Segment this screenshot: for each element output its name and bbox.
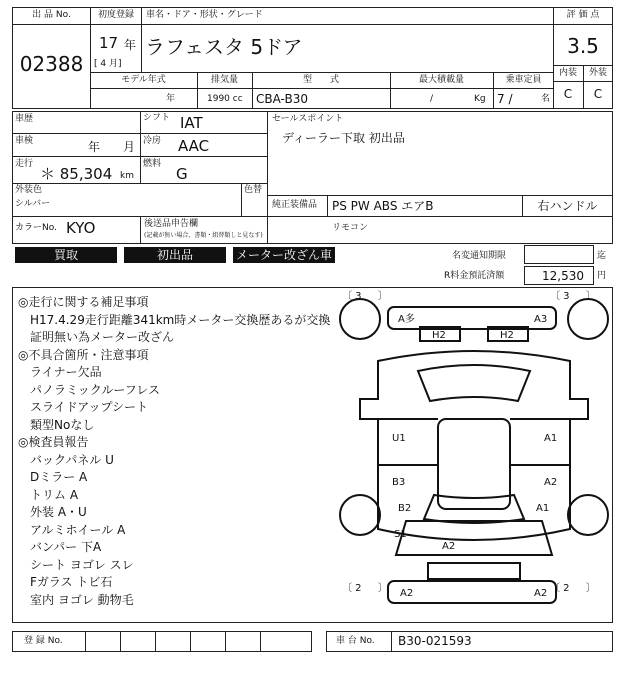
remark-line: アルミホイール A [18, 522, 126, 537]
mark-left-quarter: B3 [392, 477, 406, 488]
registration-year: 17 [99, 34, 119, 52]
vehicle-name: ラフェスタ 5ドア [145, 35, 303, 59]
max-load-unit: Kg [474, 94, 486, 104]
mileage-label: 走行 [15, 159, 34, 169]
remark-line: Fガラス トビ石 [18, 575, 113, 589]
chassis-number-value: B30-021593 [398, 634, 472, 648]
remarks-list [18, 294, 330, 609]
remark-line: パノラミックルーフレス [18, 382, 160, 397]
equipment-value: PS PW ABS エアB [332, 199, 434, 213]
first-registration-label: 初度登録 [97, 10, 134, 20]
steering-side: 右ハンドル [537, 199, 598, 213]
front-grill-shape [428, 563, 520, 579]
remark-line: 証明無い為メーター改ざん [18, 330, 175, 344]
remark-line: トリム A [18, 487, 79, 502]
model-year-unit: 年 [166, 94, 176, 104]
vehicle-name-label: 車名・ドア・形状・グレード [146, 10, 263, 20]
exterior-label: 外装 [588, 68, 607, 78]
mark-right-rear-door: A1 [544, 433, 558, 444]
remark-line: ◎不具合箇所・注意事項 [18, 347, 149, 362]
rear-right-corner-label: 〔 3 〕 [550, 291, 596, 302]
fuel-value: G [176, 165, 188, 183]
color-change-label: 色替 [244, 185, 263, 195]
inspection-month: 月 [123, 140, 136, 154]
displacement-value: 1990 cc [207, 94, 243, 104]
color-number-value: KYO [66, 219, 96, 237]
mileage-unit: km [120, 171, 134, 181]
registration-month: [ 4 月] [94, 59, 122, 69]
mileage-value: ＊ 85,304 [40, 165, 113, 183]
displacement-label: 排気量 [210, 75, 238, 85]
front-wheel-right-shape [568, 495, 608, 535]
roof-shape [438, 419, 510, 509]
mark-rear-bumper-left: A多 [398, 314, 415, 325]
aftermarket-note: (記載が無い場合、書類・組替類しと見なす) [144, 232, 263, 239]
inspection-year: 年 [88, 140, 101, 154]
tag-first-listing: 初出品 [124, 247, 226, 263]
shift-label: シフト [143, 113, 171, 123]
sales-point-label: セールスポイント [272, 114, 344, 124]
capacity-label: 乗車定員 [505, 75, 542, 85]
remark-line: 外装 A・U [18, 505, 87, 519]
rating-value: 3.5 [567, 34, 599, 58]
recycle-fee-label: R料金預託済額 [444, 271, 505, 281]
front-left-corner-label: 〔 2 〕 [342, 583, 388, 594]
registration-year-unit: 年 [124, 38, 137, 52]
remote-value: リモコン [332, 223, 369, 233]
model-type-label: 型 式 [302, 75, 339, 85]
mark-right-door: A2 [544, 477, 558, 488]
mark-front-bumper-right: A2 [534, 588, 548, 599]
car-outline [338, 289, 610, 619]
mark-front-bumper-left: A2 [400, 588, 414, 599]
recycle-fee-value: 12,530 [542, 269, 584, 283]
chassis-number-label: 車 台 No. [336, 636, 375, 646]
max-load-label: 最大積載量 [418, 75, 464, 85]
remark-line: ◎検査員報告 [18, 435, 89, 449]
color-label: 外装色 [15, 185, 43, 195]
lot-label: 出 品 No. [32, 10, 71, 20]
capacity-unit: 名 [541, 94, 551, 104]
remark-line: 室内 ヨゴレ 動物毛 [18, 592, 134, 607]
rear-left-corner-label: 〔 3 〕 [342, 291, 388, 302]
mark-left-front-door: B2 [398, 503, 412, 514]
body-shape [360, 351, 588, 540]
fuel-label: 燃料 [143, 159, 162, 169]
interior-grade: C [563, 87, 573, 101]
ac-label: 冷房 [143, 136, 162, 146]
mark-tail-right: H2 [500, 330, 514, 341]
model-type-value: CBA-B30 [256, 92, 308, 106]
mark-tail-left: H2 [432, 330, 446, 341]
mark-rear-bumper-right: A3 [534, 314, 548, 325]
rear-wheel-left-shape [340, 299, 380, 339]
aftermarket-label: 後送品申告欄 [144, 219, 199, 229]
remark-line: ◎走行に関する補足事項 [18, 295, 149, 309]
rear-window-shape [418, 365, 530, 401]
front-right-corner-label: 〔 2 〕 [550, 583, 596, 594]
recycle-fee-unit: 円 [597, 271, 607, 281]
front-wheel-left-shape [340, 495, 380, 535]
lot-number: 02388 [19, 52, 84, 76]
mark-left-rear-door: U1 [392, 433, 406, 444]
remark-line: Dミラー A [18, 470, 88, 484]
remark-line: ライナー欠品 [18, 365, 102, 379]
remark-line: スライドアップシート [18, 400, 148, 414]
name-change-unit: 迄 [597, 251, 607, 261]
interior-label: 内装 [558, 68, 577, 78]
remark-line: バンパー 下A [18, 540, 102, 554]
color-number-label: カラーNo. [15, 223, 57, 233]
rear-wheel-right-shape [568, 299, 608, 339]
shift-value: IAT [180, 114, 203, 132]
mark-left-fender: S1 [394, 529, 407, 540]
registration-number-label: 登 録 No. [24, 636, 63, 646]
tag-buyout: 買取 [15, 247, 117, 263]
capacity-value: 7 / [497, 92, 513, 106]
remark-line: バックパネル U [18, 452, 114, 467]
remark-line: H17.4.29走行距離341km時メーター交換歴あるが交換 [18, 312, 331, 327]
rating-label: 評 価 点 [566, 10, 600, 20]
exterior-grade: C [593, 87, 603, 101]
max-load-value: / [430, 94, 434, 104]
model-year-label: モデル年式 [121, 75, 166, 85]
ac-value: AAC [178, 137, 210, 155]
mark-right-front: A1 [536, 503, 550, 514]
sales-point-text: ディーラー下取 初出品 [282, 131, 405, 145]
color-value: シルバー [15, 199, 51, 209]
damage-diagram [338, 289, 610, 619]
equipment-label: 純正装備品 [272, 200, 318, 210]
name-change-label: 名変通知期限 [452, 251, 507, 261]
remark-line: 類型Noなし [18, 417, 95, 432]
remark-line: シート ヨゴレ スレ [18, 557, 134, 572]
mark-hood: A2 [442, 541, 456, 552]
inspection-label: 車検 [15, 136, 34, 146]
tag-meter-tampered: メーター改ざん車 [233, 247, 335, 263]
name-change-box [524, 245, 594, 264]
hood-shape [396, 521, 552, 555]
history-label: 車歴 [15, 114, 34, 124]
